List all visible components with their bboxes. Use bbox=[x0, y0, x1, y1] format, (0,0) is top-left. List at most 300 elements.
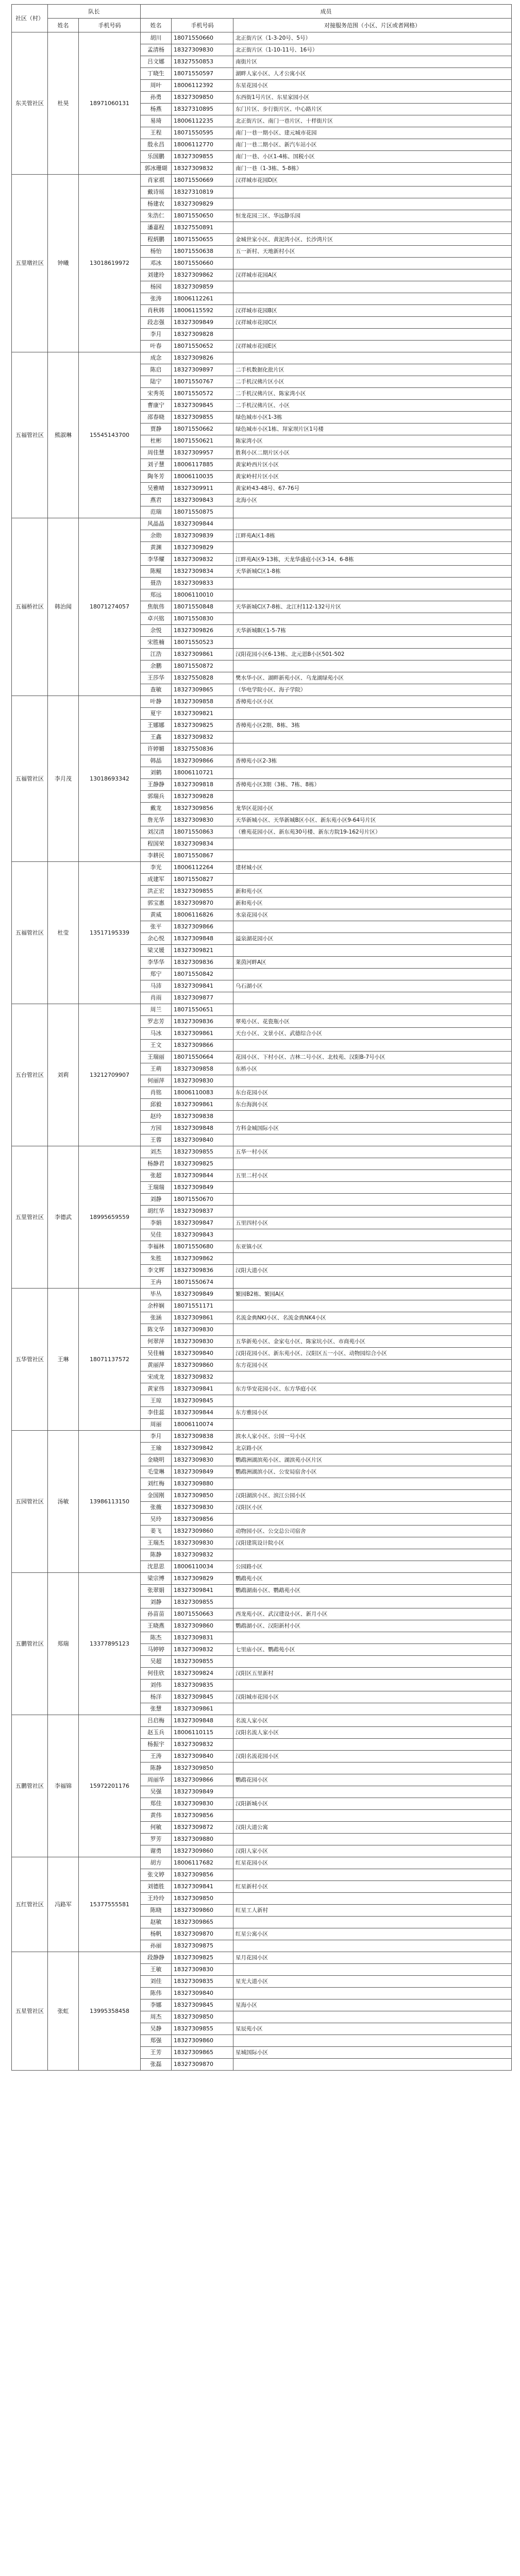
member-phone: 18327309850 bbox=[172, 1762, 233, 1774]
member-phone: 18071550660 bbox=[172, 32, 233, 44]
service-area: 星城国际小区 bbox=[233, 2047, 512, 2059]
service-area: 汉阳花园小区、新东苑小区、汉阳区五一小区、动物园综合小区 bbox=[233, 1348, 512, 1360]
member-name: 方园 bbox=[141, 1123, 172, 1134]
service-area: 东亚镇小区 bbox=[233, 1241, 512, 1253]
member-phone: 18327309838 bbox=[172, 1111, 233, 1123]
member-name: 金国刚 bbox=[141, 1490, 172, 1502]
member-phone: 18006112392 bbox=[172, 80, 233, 92]
service-area bbox=[233, 1111, 512, 1123]
roster-body bbox=[12, 32, 512, 2071]
service-area: 方科金城国际小区 bbox=[233, 1123, 512, 1134]
member-name: 张文婷 bbox=[141, 1869, 172, 1881]
member-phone: 18071550650 bbox=[172, 210, 233, 222]
member-name: 刘建玲 bbox=[141, 269, 172, 281]
member-name: 许婷媚 bbox=[141, 743, 172, 755]
service-area bbox=[233, 1277, 512, 1289]
member-phone: 18327309849 bbox=[172, 1786, 233, 1798]
service-area bbox=[233, 850, 512, 862]
member-name: 黄渊 bbox=[141, 542, 172, 554]
service-area: 北海小区 bbox=[233, 495, 512, 506]
member-phone: 18327309835 bbox=[172, 1976, 233, 1988]
member-name: 何佳欣 bbox=[141, 1668, 172, 1680]
member-phone: 18327309826 bbox=[172, 352, 233, 364]
member-name: 陶冬芳 bbox=[141, 471, 172, 483]
member-phone: 18327309866 bbox=[172, 755, 233, 767]
member-name: 陈晓 bbox=[141, 1905, 172, 1917]
member-phone: 18327309845 bbox=[172, 1395, 233, 1407]
service-area: 江畔苑A区9-13栋，天龙华盛庭小区3-14、6-8栋 bbox=[233, 554, 512, 566]
service-area: 汉阳湖滨小区、滨江公园小区 bbox=[233, 1490, 512, 1502]
member-phone: 18327309866 bbox=[172, 1774, 233, 1786]
member-phone: 18327309855 bbox=[172, 412, 233, 423]
member-name: 何敏 bbox=[141, 1822, 172, 1834]
member-name: 王芳 bbox=[141, 2047, 172, 2059]
service-area: 五华新苑小区、金家屯小区、陈家坑小区、市商苑小区 bbox=[233, 1336, 512, 1348]
member-phone: 18327309847 bbox=[172, 1217, 233, 1229]
member-name: 孙勇 bbox=[141, 92, 172, 104]
leader-group-header: 队长 bbox=[48, 5, 141, 19]
member-name: 王敏 bbox=[141, 1964, 172, 1976]
member-phone: 18327309860 bbox=[172, 1905, 233, 1917]
member-name: 王瑞杰 bbox=[141, 1537, 172, 1549]
service-area bbox=[233, 1549, 512, 1561]
service-area: 北正街片区（1-3-20号、5号） bbox=[233, 32, 512, 44]
leader-name: 李福锦 bbox=[48, 1715, 79, 1857]
district-name: 五星管社区 bbox=[12, 1952, 48, 2071]
table-row bbox=[12, 1289, 512, 1300]
member-name: 成建军 bbox=[141, 874, 172, 886]
service-area bbox=[233, 969, 512, 980]
service-area: 二手机数据化批片区 bbox=[233, 364, 512, 376]
member-name: 马冰 bbox=[141, 1028, 172, 1040]
member-name: 马沛 bbox=[141, 980, 172, 992]
service-area: 香樟苑小区小区 bbox=[233, 696, 512, 708]
service-area bbox=[233, 1075, 512, 1087]
member-name: 刘鹤 bbox=[141, 767, 172, 779]
member-name: 王琼 bbox=[141, 1395, 172, 1407]
member-name: 孙丽 bbox=[141, 1940, 172, 1952]
service-area: 北京路小区 bbox=[233, 1443, 512, 1454]
member-name: 沈思思 bbox=[141, 1561, 172, 1573]
member-phone: 18327309835 bbox=[172, 1680, 233, 1691]
member-phone: 18071550523 bbox=[172, 637, 233, 649]
service-area: 东门片区、步行街片区、中心路片区 bbox=[233, 104, 512, 115]
service-area bbox=[233, 1300, 512, 1312]
member-phone: 18327309832 bbox=[172, 1739, 233, 1751]
roster-table bbox=[11, 4, 512, 2071]
member-phone: 18327309850 bbox=[172, 1490, 233, 1502]
service-area: 汉阳区小区 bbox=[233, 1502, 512, 1514]
member-name-header: 姓名 bbox=[141, 19, 172, 32]
member-name: 罗志芳 bbox=[141, 1016, 172, 1028]
leader-name-header: 姓名 bbox=[48, 19, 79, 32]
leader-phone: 13377895123 bbox=[79, 1573, 141, 1715]
member-phone: 18071550652 bbox=[172, 341, 233, 352]
member-name: 姜飞 bbox=[141, 1526, 172, 1537]
member-phone: 18327309859 bbox=[172, 281, 233, 293]
district-name: 五福管社区 bbox=[12, 352, 48, 518]
member-name: 吴玲 bbox=[141, 1514, 172, 1526]
district-name: 五台管社区 bbox=[12, 1004, 48, 1146]
member-name: 李娜 bbox=[141, 1999, 172, 2011]
service-area bbox=[233, 1597, 512, 1608]
service-area: 红星新村小区 bbox=[233, 1881, 512, 1893]
service-area: 七里庙小区、鹦鹉苑小区 bbox=[233, 1644, 512, 1656]
member-phone-header: 手机号码 bbox=[172, 19, 233, 32]
member-name: 段志强 bbox=[141, 317, 172, 329]
member-phone: 18327310895 bbox=[172, 104, 233, 115]
member-phone: 18327309849 bbox=[172, 317, 233, 329]
table-row bbox=[12, 696, 512, 708]
service-area: 动物园小区、公交总公司宿舍 bbox=[233, 1526, 512, 1537]
service-area: 汉阳大道公寓 bbox=[233, 1822, 512, 1834]
member-phone: 18327309911 bbox=[172, 483, 233, 495]
member-phone: 18327309865 bbox=[172, 2047, 233, 2059]
service-area bbox=[233, 1194, 512, 1206]
member-phone: 18327309821 bbox=[172, 945, 233, 957]
member-phone: 18327309850 bbox=[172, 2011, 233, 2023]
member-phone: 18071550651 bbox=[172, 1004, 233, 1016]
member-phone: 18327309829 bbox=[172, 198, 233, 210]
service-area: 江畔苑A区1-8栋 bbox=[233, 530, 512, 542]
member-name: 余鹏 bbox=[141, 660, 172, 672]
member-phone: 18327309833 bbox=[172, 578, 233, 589]
service-area: 南门一巷一期小区、建元城市花园 bbox=[233, 127, 512, 139]
service-area bbox=[233, 1917, 512, 1928]
member-phone: 18327309830 bbox=[172, 1324, 233, 1336]
member-phone: 18327309858 bbox=[172, 1063, 233, 1075]
service-area bbox=[233, 1371, 512, 1383]
leader-phone: 15545143700 bbox=[79, 352, 141, 518]
service-area: 黄家岭43-48号、67-76号 bbox=[233, 483, 512, 495]
table-row bbox=[12, 862, 512, 874]
member-name: 张翠娟 bbox=[141, 1585, 172, 1597]
member-name: 李光 bbox=[141, 862, 172, 874]
service-area: 南门一巷、小区1-4栋、国税小区 bbox=[233, 151, 512, 163]
service-area: 星月花园小区 bbox=[233, 1952, 512, 1964]
member-name: 聂浩 bbox=[141, 578, 172, 589]
member-name: 张薇 bbox=[141, 1502, 172, 1514]
member-phone: 18327309856 bbox=[172, 803, 233, 815]
leader-name: 郑瑞 bbox=[48, 1573, 79, 1715]
member-name: 梁又媛 bbox=[141, 945, 172, 957]
member-phone: 18327309841 bbox=[172, 980, 233, 992]
service-area bbox=[233, 258, 512, 269]
service-area: 天华新城小区、天华新城B区小区、新东苑小区9-64号片区 bbox=[233, 815, 512, 826]
service-area bbox=[233, 732, 512, 743]
member-phone: 18006110721 bbox=[172, 767, 233, 779]
service-area bbox=[233, 637, 512, 649]
member-phone: 18327309828 bbox=[172, 329, 233, 341]
member-phone: 18327550853 bbox=[172, 56, 233, 68]
member-phone: 18006112264 bbox=[172, 862, 233, 874]
service-area: 翠苑小区、花瓷瓶小区 bbox=[233, 1016, 512, 1028]
service-area bbox=[233, 578, 512, 589]
member-name: 吕启梅 bbox=[141, 1715, 172, 1727]
member-phone: 18327309845 bbox=[172, 400, 233, 412]
service-area: 五里二村小区 bbox=[233, 1170, 512, 1182]
member-phone: 18327309858 bbox=[172, 696, 233, 708]
service-area: 绿色城市小区1栋、拜家坝片区1号楼 bbox=[233, 423, 512, 435]
service-area bbox=[233, 293, 512, 305]
district-name: 五里管社区 bbox=[12, 1146, 48, 1289]
member-phone: 18327309957 bbox=[172, 447, 233, 459]
member-phone: 18327309856 bbox=[172, 1810, 233, 1822]
service-area bbox=[233, 1786, 512, 1798]
leader-name: 冯路军 bbox=[48, 1857, 79, 1952]
service-area: 汉阳新城小区 bbox=[233, 1798, 512, 1810]
service-area bbox=[233, 1324, 512, 1336]
member-phone: 18327309843 bbox=[172, 1229, 233, 1241]
district-name: 五鹏管社区 bbox=[12, 1573, 48, 1715]
member-phone: 18006110074 bbox=[172, 1419, 233, 1431]
service-area: 香樟苑小区3期（3栋、7栋、8栋） bbox=[233, 779, 512, 791]
member-name: 胡川 bbox=[141, 32, 172, 44]
service-area bbox=[233, 767, 512, 779]
member-name: 朱浩仁 bbox=[141, 210, 172, 222]
member-name: 胡方 bbox=[141, 1857, 172, 1869]
service-area bbox=[233, 198, 512, 210]
member-phone: 18327309862 bbox=[172, 1253, 233, 1265]
member-name: 邵春晓 bbox=[141, 412, 172, 423]
leader-phone: 13986113150 bbox=[79, 1431, 141, 1573]
member-phone: 18071550767 bbox=[172, 376, 233, 388]
service-area: 汉祥城市花园A区 bbox=[233, 269, 512, 281]
service-area: 红星工人新村 bbox=[233, 1905, 512, 1917]
member-phone: 18327309855 bbox=[172, 1146, 233, 1158]
member-name: 李文辉 bbox=[141, 1265, 172, 1277]
service-area: 五里四村小区 bbox=[233, 1217, 512, 1229]
member-phone: 18071550572 bbox=[172, 388, 233, 400]
header-row-top bbox=[12, 5, 512, 19]
service-area: 汉阳城市花园小区 bbox=[233, 1691, 512, 1703]
member-phone: 18006117682 bbox=[172, 1857, 233, 1869]
member-phone: 18327309840 bbox=[172, 1751, 233, 1762]
service-area bbox=[233, 2059, 512, 2071]
member-name: 吴佳 bbox=[141, 1229, 172, 1241]
table-row bbox=[12, 1857, 512, 1869]
member-phone: 18327309830 bbox=[172, 1336, 233, 1348]
service-area bbox=[233, 1834, 512, 1845]
leader-phone: 13018619972 bbox=[79, 175, 141, 352]
service-area bbox=[233, 542, 512, 554]
member-phone: 18327309872 bbox=[172, 1822, 233, 1834]
member-name: 孟清杨 bbox=[141, 44, 172, 56]
member-name: 卓兴铭 bbox=[141, 613, 172, 625]
member-phone: 18327309838 bbox=[172, 1431, 233, 1443]
member-name: 乐国鹏 bbox=[141, 151, 172, 163]
service-area: 溢泉湖花园小区 bbox=[233, 933, 512, 945]
service-area: 鹦鹉苑小区 bbox=[233, 1573, 512, 1585]
service-area bbox=[233, 1869, 512, 1881]
member-phone: 18327309840 bbox=[172, 1134, 233, 1146]
member-phone: 18327309856 bbox=[172, 1514, 233, 1526]
member-phone: 18327309844 bbox=[172, 1170, 233, 1182]
member-phone: 18327309850 bbox=[172, 92, 233, 104]
service-area: 新和苑小区 bbox=[233, 897, 512, 909]
member-name: 宋胜楠 bbox=[141, 637, 172, 649]
service-area: 滨水人家小区、公园一号小区 bbox=[233, 1431, 512, 1443]
service-area: 南门一巷二期小区、新汽车站小区 bbox=[233, 139, 512, 151]
service-area: 名流金典NKI小区、名流金典NK4小区 bbox=[233, 1312, 512, 1324]
service-area bbox=[233, 281, 512, 293]
member-name: 谢勇 bbox=[141, 1845, 172, 1857]
member-name: 殷永昌 bbox=[141, 139, 172, 151]
leader-name: 熊淑琳 bbox=[48, 352, 79, 518]
member-phone: 18071550863 bbox=[172, 826, 233, 838]
area-header: 对接服务范围（小区、片区或者网格） bbox=[233, 19, 512, 32]
service-area bbox=[233, 945, 512, 957]
service-area: 龙华区花园小区 bbox=[233, 803, 512, 815]
member-phone: 18327309877 bbox=[172, 992, 233, 1004]
member-name: 张慧 bbox=[141, 1703, 172, 1715]
service-area: 汉阳名流花园小区 bbox=[233, 1751, 512, 1762]
service-area: 天台小区、文景小区、武德综合小区 bbox=[233, 1028, 512, 1040]
table-row bbox=[12, 1952, 512, 1964]
member-name: 刘汉清 bbox=[141, 826, 172, 838]
service-area: 恒龙花园三区、华远静乐园 bbox=[233, 210, 512, 222]
member-name: 贾静 bbox=[141, 423, 172, 435]
member-name: 夏宇 bbox=[141, 708, 172, 720]
member-name: 陈静 bbox=[141, 1762, 172, 1774]
member-name: 胡红华 bbox=[141, 1206, 172, 1217]
service-area: 五一新村、天地新村小区 bbox=[233, 246, 512, 258]
member-phone: 18327309834 bbox=[172, 566, 233, 578]
service-area: 二手机汉佛片区、小区 bbox=[233, 400, 512, 412]
member-phone: 18327309840 bbox=[172, 1348, 233, 1360]
member-phone: 18327309860 bbox=[172, 1360, 233, 1371]
member-name: 郭冰珊瑚 bbox=[141, 163, 172, 175]
member-name: 王晓燕 bbox=[141, 1620, 172, 1632]
member-phone: 18327309866 bbox=[172, 921, 233, 933]
member-name: 金晓明 bbox=[141, 1454, 172, 1466]
service-area bbox=[233, 1134, 512, 1146]
member-name: 何翠萍 bbox=[141, 1336, 172, 1348]
service-area bbox=[233, 1253, 512, 1265]
service-area: 东方华安花园小区、东方华庭小区 bbox=[233, 1383, 512, 1395]
member-name: 王文 bbox=[141, 1040, 172, 1052]
member-phone: 18327309866 bbox=[172, 1040, 233, 1052]
member-name: 成念 bbox=[141, 352, 172, 364]
service-area bbox=[233, 2011, 512, 2023]
member-name: 王冉 bbox=[141, 1277, 172, 1289]
member-name: 余悦 bbox=[141, 625, 172, 637]
service-area bbox=[233, 1004, 512, 1016]
member-phone: 18006112235 bbox=[172, 115, 233, 127]
service-area bbox=[233, 222, 512, 234]
member-phone: 18006110035 bbox=[172, 471, 233, 483]
member-phone: 18327309860 bbox=[172, 1526, 233, 1537]
member-name: 吴雅晴 bbox=[141, 483, 172, 495]
member-name: 郑宁 bbox=[141, 969, 172, 980]
member-name: 陈文华 bbox=[141, 1324, 172, 1336]
service-area: 天华新城B区1-5-7栋 bbox=[233, 625, 512, 637]
member-name: 黄丽萍 bbox=[141, 1360, 172, 1371]
member-phone: 18327309897 bbox=[172, 364, 233, 376]
leader-phone: 13517195339 bbox=[79, 862, 141, 1004]
member-name: 刘静 bbox=[141, 1194, 172, 1206]
member-name: 李华耀 bbox=[141, 554, 172, 566]
member-name: 王萌 bbox=[141, 1063, 172, 1075]
member-phone: 18006115592 bbox=[172, 305, 233, 317]
member-name: 王瑞丽 bbox=[141, 1052, 172, 1063]
leader-phone: 18971060131 bbox=[79, 32, 141, 175]
service-area: 星海小区 bbox=[233, 1999, 512, 2011]
member-phone: 18327309830 bbox=[172, 1798, 233, 1810]
member-phone: 18327309824 bbox=[172, 1668, 233, 1680]
member-name: 周叶 bbox=[141, 80, 172, 92]
member-phone: 18327309844 bbox=[172, 1407, 233, 1419]
member-name: 陈静 bbox=[141, 1549, 172, 1561]
member-phone: 18327309830 bbox=[172, 1964, 233, 1976]
member-name: 杨帆 bbox=[141, 1928, 172, 1940]
member-name: 陈杰 bbox=[141, 1632, 172, 1644]
service-area bbox=[233, 1419, 512, 1431]
member-phone: 18327310819 bbox=[172, 187, 233, 198]
member-name: 杨怡 bbox=[141, 246, 172, 258]
member-name: 戴诗瑶 bbox=[141, 187, 172, 198]
member-name: 洪正宏 bbox=[141, 886, 172, 897]
service-area bbox=[233, 1229, 512, 1241]
leader-name: 杜昊 bbox=[48, 32, 79, 175]
service-area: 五华一村小区 bbox=[233, 1146, 512, 1158]
member-phone: 18327550828 bbox=[172, 672, 233, 684]
district-name: 五园管社区 bbox=[12, 1431, 48, 1573]
member-name: 杨静君 bbox=[141, 1158, 172, 1170]
service-area bbox=[233, 1940, 512, 1952]
member-name: 肖铭 bbox=[141, 1087, 172, 1099]
service-area: 二手机汉佛片区小区 bbox=[233, 376, 512, 388]
member-phone: 18327309825 bbox=[172, 1158, 233, 1170]
service-area: 东台花园小区 bbox=[233, 1087, 512, 1099]
member-name: 曹康宁 bbox=[141, 400, 172, 412]
service-area: 东西街1号片区、东星家园小区 bbox=[233, 92, 512, 104]
member-name: 叶春 bbox=[141, 341, 172, 352]
member-name: 黄威 bbox=[141, 909, 172, 921]
service-area: 胜利小区二期片区小区 bbox=[233, 447, 512, 459]
service-area: 红星花园小区 bbox=[233, 1857, 512, 1869]
member-name: 赵玲 bbox=[141, 1111, 172, 1123]
member-phone: 18006112770 bbox=[172, 139, 233, 151]
member-phone: 18327309839 bbox=[172, 530, 233, 542]
leader-name: 钟曦 bbox=[48, 175, 79, 352]
member-name: 李福林 bbox=[141, 1241, 172, 1253]
service-area: 西龙苑小区、武汉建设小区、新月小区 bbox=[233, 1608, 512, 1620]
service-area bbox=[233, 874, 512, 886]
member-name: 陆宁 bbox=[141, 376, 172, 388]
service-area: 陈家湾小区 bbox=[233, 435, 512, 447]
member-phone: 18327309848 bbox=[172, 933, 233, 945]
service-area bbox=[233, 660, 512, 672]
district-name: 东关管社区 bbox=[12, 32, 48, 175]
service-area: 绿色城市小区1-3栋 bbox=[233, 412, 512, 423]
member-name: 邱毅 bbox=[141, 1099, 172, 1111]
table-row bbox=[12, 1431, 512, 1443]
member-phone: 18071550595 bbox=[172, 127, 233, 139]
member-phone: 18327309840 bbox=[172, 1988, 233, 1999]
service-area: 汉阳建筑设计院小区 bbox=[233, 1537, 512, 1549]
member-name: 戴龙 bbox=[141, 803, 172, 815]
member-name: 王莎华 bbox=[141, 672, 172, 684]
member-phone: 18071550664 bbox=[172, 1052, 233, 1063]
member-phone: 18327309841 bbox=[172, 1881, 233, 1893]
member-phone: 18006110083 bbox=[172, 1087, 233, 1099]
service-area bbox=[233, 1632, 512, 1644]
service-area bbox=[233, 1158, 512, 1170]
district-name: 五鹏管社区 bbox=[12, 1715, 48, 1857]
leader-name: 汤敏 bbox=[48, 1431, 79, 1573]
service-area bbox=[233, 613, 512, 625]
